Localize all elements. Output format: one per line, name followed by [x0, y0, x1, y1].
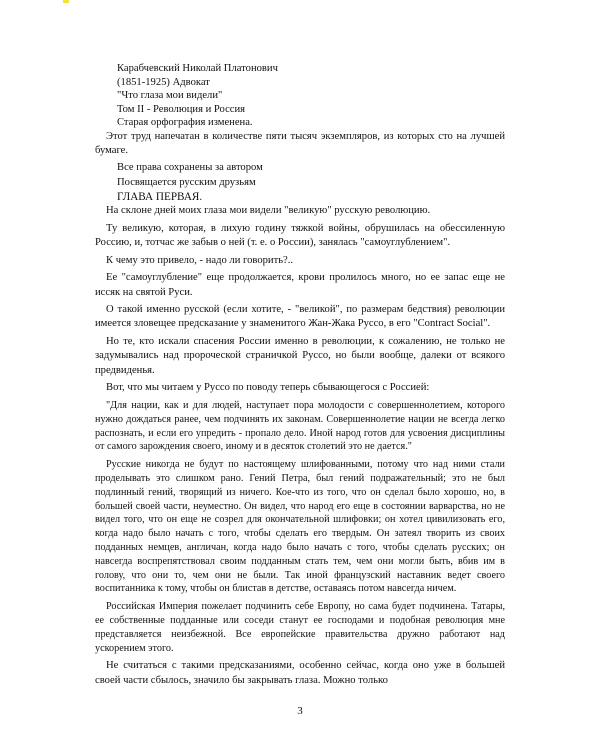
closing-paragraph: Не считаться с такими предсказаниями, особенно сейчас, когда оно уже в большей своей части сбылось, значило бы закрывать глаза. Можно только	[95, 660, 505, 686]
document-page	[95, 62, 505, 691]
quote-paragraph: Российская Империя пожелает подчинить себе Европу, но сама будет подчинена. Татары, ее собственные подданные или соседи станут ее господами и подобная революция мне представляется неизбежной. Все европейские правительства дружно работают над ускорением этого.	[95, 601, 505, 654]
paragraph: На склоне дней моих глаза мои видели "великую" русскую революцию.	[106, 205, 431, 217]
chapter-title: ГЛАВА ПЕРВАЯ.	[117, 190, 203, 203]
paragraph: Ее "самоуглубление" еще продолжается, крови пролилось много, но ее запас еще не иссяк на святой Руси.	[95, 272, 505, 298]
dedication: Посвящается русским друзьям	[117, 176, 256, 188]
paragraph: О такой именно русской (если хотите, - "великой", по размерам бедствия) революции имеется зловещее предсказание у знаменитого Жан-Жака Руссо, в его "Contract Social".	[95, 304, 505, 330]
quote-paragraph: Русские никогда не будут по настоящему шлифованными, потому что над ними стали проделывать это слишком рано. Гений Петра, был гений подражательный; это не был подлинный гений, творящий из ничего. Кое-что из того, что он сделал было хорошо, но, в большей своей части, неуместно. Он видел, что народ его еще в состоянии варварства, но не видел того, что он еще не созрел для окончательной шлифовки; он хотел цивилизовать его, когда надо было начать с того, чтобы сделать его твердым. Он затеял творить из своих подданных немцев, англичан, когда надо было начать с того, чтобы сделать русских; он навсегда воспрепятствовал своим подданным стать тем, чем они могли быть, вбив им в голову, что они то, чем они не были. Так иной французский наставник ведет своего воспитанника к тому, чтобы он блистав в детстве, оставаясь потом навсегда ничем.	[95, 459, 505, 595]
rousseau-quote: "Для нации, как и для людей, наступает пора молодости с совершеннолетием, которого нужно дождаться ранее, чем подчинять их законам. Совершеннолетие нации не всегда легко распознать, и если его упредить - пропало дело. Иной народ готов для усвоения дисциплины от самого зарождения своего, иному и в десяток столетий это не дается."	[95, 399, 505, 453]
author-years: (1851-1925) Адвокат	[117, 76, 210, 88]
volume-title: Том II - Революция и Россия	[117, 103, 246, 115]
paragraph: Но те, кто искали спасения России именно в революции, к сожалению, не только не задумывались над пророческой страничкой Руссо, но были вообще, далеки от всякого предвиденья.	[95, 336, 505, 376]
rights-note: Все права сохранены за автором	[117, 162, 263, 174]
paragraph: К чему это привело, - надо ли говорить?..	[106, 254, 294, 266]
edition-note: Этот труд напечатан в количестве пяти тысяч экземпляров, из которых сто на лучшей бумаге.	[95, 130, 505, 156]
paragraph: Вот, что мы читаем у Руссо по поводу теперь сбывающегося с Россией:	[106, 382, 430, 394]
book-title: "Что глаза мои видели"	[117, 90, 223, 101]
page-number: 3	[297, 705, 303, 717]
orthography-note: Старая орфография изменена.	[117, 117, 253, 128]
scan-corner-mark	[63, 0, 69, 3]
author-name: Карабчевский Николай Платонович	[117, 63, 278, 74]
paragraph: Ту великую, которая, в лихую годину тяжкой войны, обрушилась на обессиленную Россию, и, тотчас же забыв о ней (т. е. о России), занялась "самоуглублением".	[95, 222, 505, 248]
